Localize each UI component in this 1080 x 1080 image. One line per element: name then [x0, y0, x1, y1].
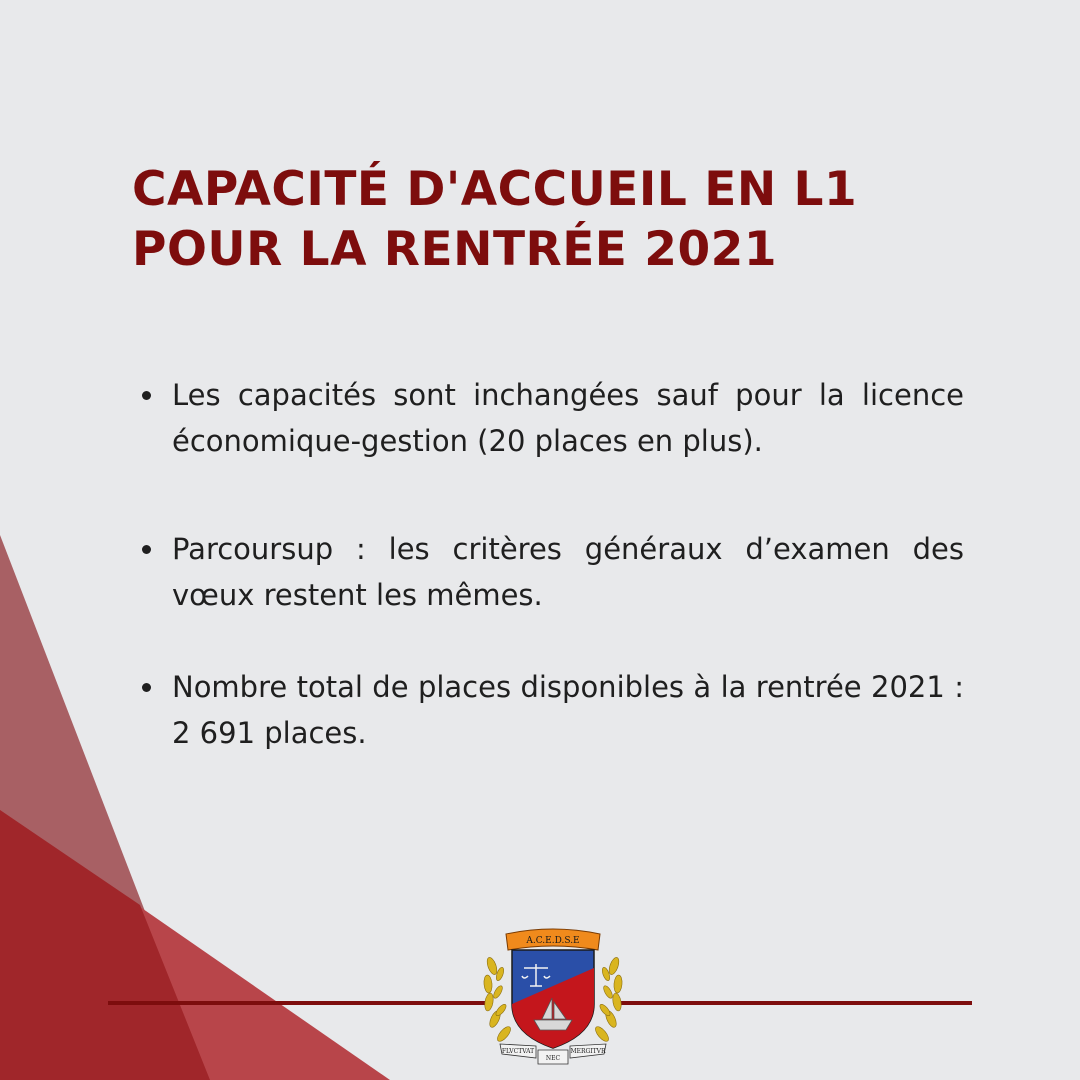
laurel-right-icon: [593, 956, 623, 1043]
bullet-dot-icon: [142, 545, 151, 554]
page-title: [132, 160, 1012, 280]
bullet-text: Nombre total de places disponibles à la rentrée 2021 : 2 691 places.: [172, 670, 964, 750]
bullet-item-parcoursup: [140, 526, 964, 618]
title-line-1: CAPACITÉ D'ACCUEIL EN L1: [132, 162, 858, 217]
bullet-dot-icon: [142, 391, 151, 400]
laurel-left-icon: [483, 956, 513, 1043]
crest-banner-text: A.C.E.D.S.E: [526, 936, 580, 946]
crest-motto-left: FLVCTVAT: [501, 1048, 535, 1055]
crest-motto-right: MERGITVR: [570, 1048, 606, 1055]
crest-motto-center: NEC: [545, 1055, 561, 1062]
bullet-dot-icon: [142, 683, 151, 692]
acedse-crest-logo: [478, 922, 628, 1072]
bullet-text: Les capacités sont inchangées sauf pour la licence économique-gestion (20 places en plus).: [172, 378, 964, 458]
bullet-list: [140, 372, 964, 756]
bullet-text: Parcoursup : les critères généraux d’examen des vœux restent les mêmes.: [172, 532, 964, 612]
divider-line-left: [108, 1001, 488, 1005]
divider-line-right: [620, 1001, 972, 1005]
title-line-2: POUR LA RENTRÉE 2021: [132, 222, 778, 277]
bullet-item-total-places: [140, 664, 964, 756]
bullet-item-capacities: [140, 372, 964, 464]
